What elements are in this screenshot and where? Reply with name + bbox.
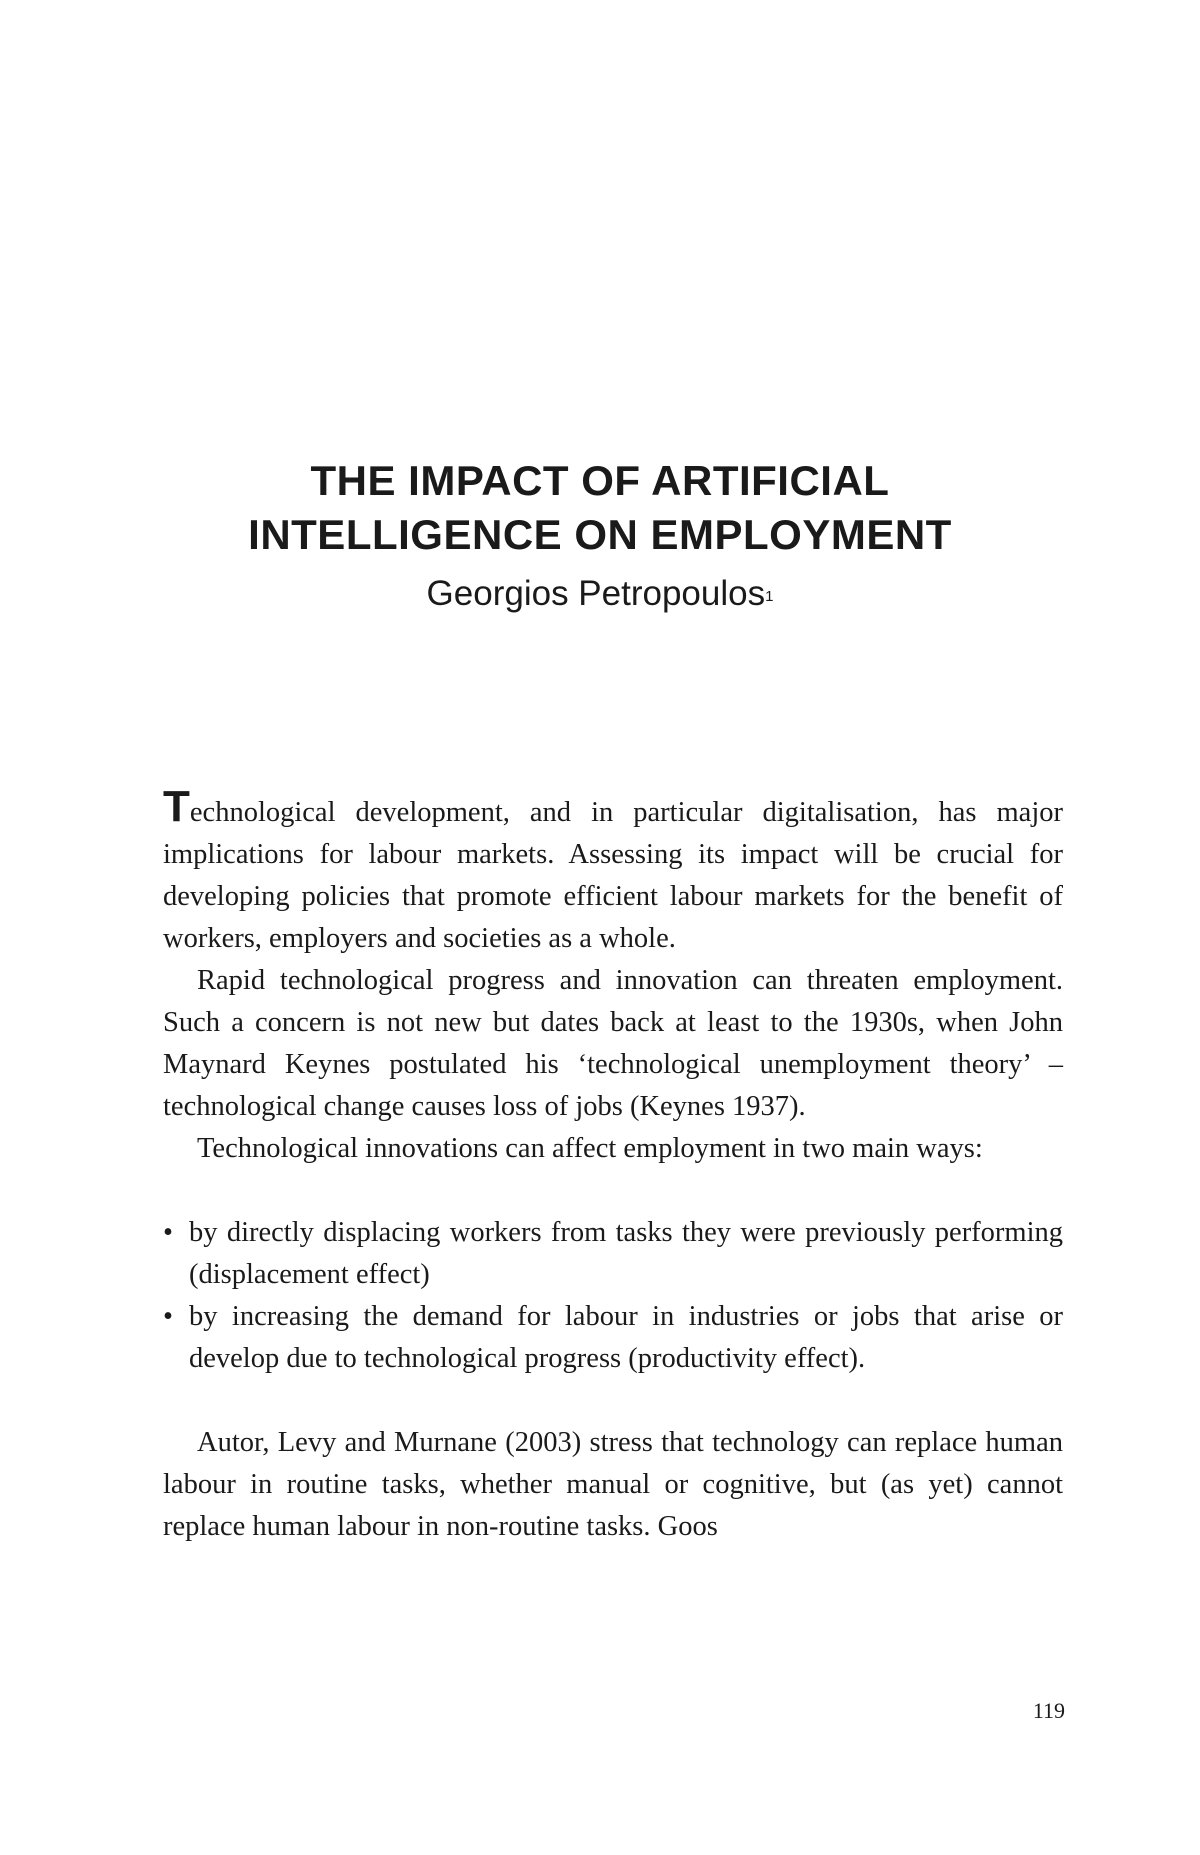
bullet-icon: • xyxy=(163,1301,173,1332)
list-item xyxy=(163,1296,1063,1380)
paragraph-2: Rapid technological progress and innovation can threaten employment. Such a concern is not new but dates back at least to the 1930s, when John Maynard Keynes postulated his ‘technological unemployment theory’ – technological change causes loss of jobs (Keynes 1937). xyxy=(163,965,1063,1122)
author-byline xyxy=(0,572,1200,616)
paragraph-4: Autor, Levy and Murnane (2003) stress that technology can replace human labour in routine tasks, whether manual or cognitive, but (as yet) cannot replace human labour in non-routine tasks. Goos xyxy=(163,1427,1063,1542)
author-name: Georgios Petropoulos xyxy=(426,574,766,613)
list-item-text: by increasing the demand for labour in industries or jobs that arise or develop due to technological progress (productivity effect). xyxy=(189,1301,1063,1374)
bullet-list xyxy=(163,1212,1063,1380)
bullet-icon: • xyxy=(163,1217,173,1248)
article-body xyxy=(163,782,1063,1548)
paragraph-1 xyxy=(163,782,1063,960)
list-item-text: by directly displacing workers from tasks they were previously performing (displacement effect) xyxy=(189,1217,1063,1290)
list-item xyxy=(163,1212,1063,1296)
article-title xyxy=(0,454,1200,562)
title-line-1: THE IMPACT OF ARTIFICIAL xyxy=(310,457,890,505)
title-line-2: INTELLIGENCE ON EMPLOYMENT xyxy=(248,511,952,559)
author-footnote-marker[interactable]: 1 xyxy=(765,588,774,605)
paragraph-1-text: echnological development, and in particular digitalisation, has major implications for labour markets. Assessing its impact will be crucial for developing policies that promote efficient labour markets for the benefit of workers, employers and societies as a whole. xyxy=(163,797,1063,954)
paragraph-3: Technological innovations can affect employment in two main ways: xyxy=(197,1133,983,1164)
page-number: 119 xyxy=(1032,1698,1065,1723)
drop-cap: T xyxy=(163,782,190,831)
